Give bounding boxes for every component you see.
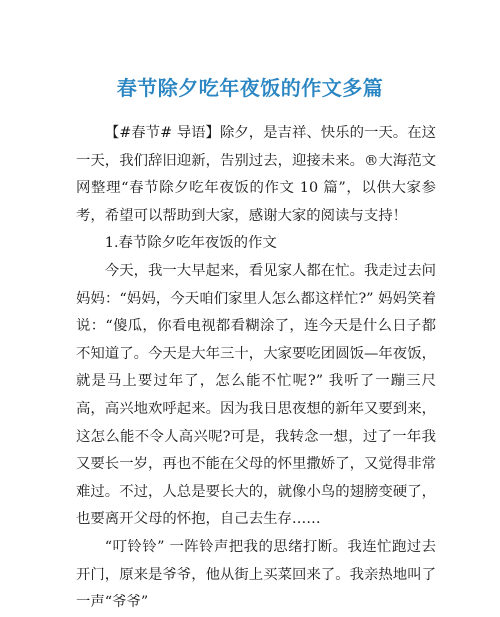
body-paragraph: “叮铃铃” 一阵铃声把我的思绪打断。我连忙跑过去开门，原来是爷爷，他从街上买菜回来了。我亲热地叫了一声“爷爷”: [76, 538, 436, 611]
document-body: [76, 120, 436, 617]
body-paragraph: 今天，我一大早起来，看见家人都在忙。我走过去问妈妈：“妈妈，今天咱们家里人怎么都这样忙?” 妈妈笑着说：“傻瓜，你看电视都看糊涂了，连今天是什么日子都不知道了。今天是大年三十，大家要吃团圆饭—年夜饭，就是马上要过年了，怎么能不忙呢?” 我听了一蹦三尺高，高兴地欢呼起来。因为我日思夜想的新年又要到来，这怎么能不令人高兴呢?可是，我转念一想，过了一年我又要长一岁，再也不能在父母的怀里撒娇了，又觉得非常难过。不过，人总是要长大的，就像小鸟的翅膀变硬了，也要离开父母的怀抱，自己去生存……: [76, 262, 436, 528]
document-title: 春节除夕吃年夜饭的作文多篇: [116, 76, 384, 100]
intro-paragraph: 【#春节# 导语】除夕，是吉祥、快乐的一天。在这一天，我们辞旧迎新，告别过去，迎接未来。®大海范文网整理“春节除夕吃年夜饭的作文 10 篇”，以供大家参考，希望可以帮助到大家，感谢大家的阅读与支持！: [76, 125, 436, 224]
section-heading: 1.春节除夕吃年夜饭的作文: [104, 235, 277, 252]
